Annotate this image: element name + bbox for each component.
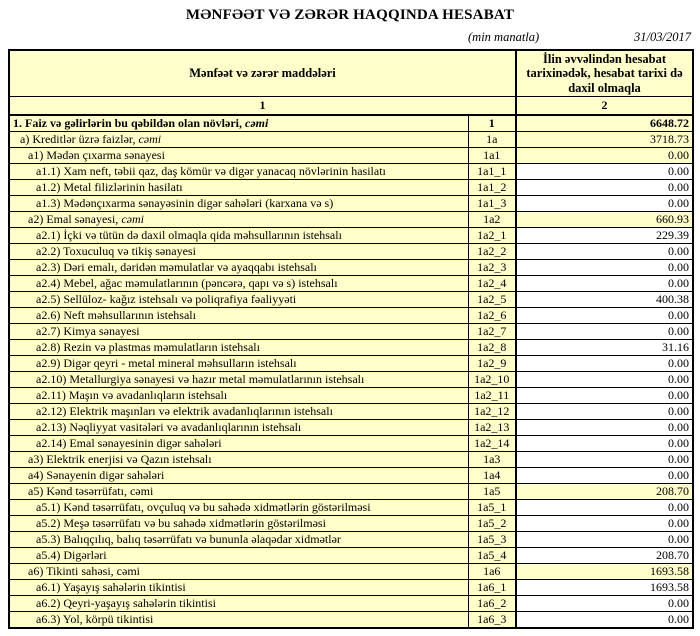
row-label: a2) Emal sənayesi, cəmi bbox=[9, 212, 468, 228]
table-row bbox=[9, 420, 693, 436]
row-code: 1a2_7 bbox=[468, 324, 516, 340]
row-value: 400.38 bbox=[516, 292, 693, 308]
row-value: 0.00 bbox=[516, 244, 693, 260]
row-value: 0.00 bbox=[516, 356, 693, 372]
row-code: 1a5 bbox=[468, 484, 516, 500]
table-header-row bbox=[9, 50, 693, 97]
table-row bbox=[9, 132, 693, 148]
row-value: 0.00 bbox=[516, 372, 693, 388]
row-code: 1a bbox=[468, 132, 516, 148]
row-value: 208.70 bbox=[516, 548, 693, 564]
table-row bbox=[9, 228, 693, 244]
row-value: 1693.58 bbox=[516, 564, 693, 580]
row-code: 1a2_13 bbox=[468, 420, 516, 436]
row-label: a6.2) Qeyri-yaşayış sahələrin tikintisi bbox=[9, 596, 468, 612]
table-row bbox=[9, 388, 693, 404]
col-number-2: 2 bbox=[516, 97, 693, 116]
row-label: a6) Tikinti sahəsi, cəmi bbox=[9, 564, 468, 580]
row-code: 1a2_10 bbox=[468, 372, 516, 388]
row-value: 0.00 bbox=[516, 404, 693, 420]
col-header-period: İlin əvvəlindən hesabat tarixinədək, hesabat tarixi də daxil olmaqla bbox=[516, 50, 693, 97]
row-code: 1a6_3 bbox=[468, 612, 516, 629]
row-value: 660.93 bbox=[516, 212, 693, 228]
row-value: 0.00 bbox=[516, 164, 693, 180]
table-row bbox=[9, 452, 693, 468]
row-code: 1a2_14 bbox=[468, 436, 516, 452]
table-row bbox=[9, 356, 693, 372]
unit-note: (min manatla) bbox=[468, 30, 540, 44]
row-value: 0.00 bbox=[516, 596, 693, 612]
table-row bbox=[9, 180, 693, 196]
row-code: 1a2_3 bbox=[468, 260, 516, 276]
row-label: a1.3) Mədənçıxarma sənayəsinin digər sahələri (karxana və s) bbox=[9, 196, 468, 212]
row-label: a5) Kənd təsərrüfatı, cəmi bbox=[9, 484, 468, 500]
table-row bbox=[9, 532, 693, 548]
table-row bbox=[9, 372, 693, 388]
row-code: 1a6_2 bbox=[468, 596, 516, 612]
row-code: 1a5_4 bbox=[468, 548, 516, 564]
row-code: 1a5_1 bbox=[468, 500, 516, 516]
col-number-1: 1 bbox=[9, 97, 516, 116]
row-label: a3) Elektrik enerjisi və Qazın istehsalı bbox=[9, 452, 468, 468]
profit-loss-table bbox=[8, 49, 694, 629]
row-label: a2.2) Toxuculuq və tikiş sənayesi bbox=[9, 244, 468, 260]
row-label: a1.1) Xam neft, təbii qaz, daş kömür və digər yanacaq növlərinin hasilatı bbox=[9, 164, 468, 180]
table-row bbox=[9, 260, 693, 276]
row-label: a6.1) Yaşayış sahələrin tikintisi bbox=[9, 580, 468, 596]
row-code: 1a2_2 bbox=[468, 244, 516, 260]
row-code: 1a6 bbox=[468, 564, 516, 580]
row-code: 1a5_3 bbox=[468, 532, 516, 548]
table-row bbox=[9, 404, 693, 420]
row-label: a1) Mədən çıxarma sənayesi bbox=[9, 148, 468, 164]
row-label: a) Kreditlər üzrə faizlər, cəmi bbox=[9, 132, 468, 148]
table-row bbox=[9, 148, 693, 164]
report-title: MƏNFƏƏT VƏ ZƏRƏR HAQQINDA HESABAT bbox=[185, 7, 515, 23]
row-label: a2.8) Rezin və plastmas məmulatların istehsalı bbox=[9, 340, 468, 356]
row-value: 0.00 bbox=[516, 452, 693, 468]
table-body bbox=[9, 50, 693, 628]
table-row bbox=[9, 324, 693, 340]
row-code: 1 bbox=[468, 115, 516, 132]
row-code: 1a2_4 bbox=[468, 276, 516, 292]
table-row bbox=[9, 436, 693, 452]
row-label: a2.7) Kimya sənayesi bbox=[9, 324, 468, 340]
row-value: 0.00 bbox=[516, 148, 693, 164]
row-label: a1.2) Metal filizlərinin hasilatı bbox=[9, 180, 468, 196]
table-row bbox=[9, 484, 693, 500]
row-label: a2.12) Elektrik maşınları və elektrik avadanlıqlarının istehsalı bbox=[9, 404, 468, 420]
table-row bbox=[9, 164, 693, 180]
row-value: 208.70 bbox=[516, 484, 693, 500]
row-value: 0.00 bbox=[516, 180, 693, 196]
table-row bbox=[9, 292, 693, 308]
row-code: 1a2_12 bbox=[468, 404, 516, 420]
row-label: a2.3) Dəri emalı, dəridən məmulatlar və ayaqqabı istehsalı bbox=[9, 260, 468, 276]
row-value: 229.39 bbox=[516, 228, 693, 244]
row-value: 0.00 bbox=[516, 276, 693, 292]
row-label: a5.4) Digərləri bbox=[9, 548, 468, 564]
row-code: 1a1_3 bbox=[468, 196, 516, 212]
table-row bbox=[9, 276, 693, 292]
row-label: a5.3) Balıqçılıq, balıq təsərrüfatı və bununla əlaqədar xidmətlər bbox=[9, 532, 468, 548]
column-number-row bbox=[9, 97, 693, 116]
row-code: 1a2_5 bbox=[468, 292, 516, 308]
report-date: 31/03/2017 bbox=[634, 30, 691, 44]
table-row bbox=[9, 244, 693, 260]
table-row bbox=[9, 500, 693, 516]
row-label: a5.1) Kənd təsərrüfatı, ovçuluq və bu sahədə xidmətlərin göstərilməsi bbox=[9, 500, 468, 516]
row-code: 1a2_11 bbox=[468, 388, 516, 404]
row-value: 0.00 bbox=[516, 532, 693, 548]
row-code: 1a2 bbox=[468, 212, 516, 228]
row-code: 1a1_1 bbox=[468, 164, 516, 180]
row-value: 0.00 bbox=[516, 420, 693, 436]
row-label: a2.6) Neft məhsullarının istehsalı bbox=[9, 308, 468, 324]
row-label: a2.14) Emal sənayesinin digər sahələri bbox=[9, 436, 468, 452]
row-code: 1a6_1 bbox=[468, 580, 516, 596]
row-value: 0.00 bbox=[516, 516, 693, 532]
table-row bbox=[9, 580, 693, 596]
row-value: 0.00 bbox=[516, 468, 693, 484]
row-code: 1a2_8 bbox=[468, 340, 516, 356]
row-value: 0.00 bbox=[516, 612, 693, 629]
row-code: 1a3 bbox=[468, 452, 516, 468]
row-code: 1a2_6 bbox=[468, 308, 516, 324]
row-value: 0.00 bbox=[516, 436, 693, 452]
report-subline bbox=[0, 30, 700, 45]
table-row bbox=[9, 212, 693, 228]
row-label: 1. Faiz və gəlirlərin bu qəbildən olan növləri, cəmi bbox=[9, 115, 468, 132]
row-label: a2.4) Mebel, ağac məmulatlarının (pəncərə, qapı və s) istehsalı bbox=[9, 276, 468, 292]
row-label: a2.10) Metallurgiya sənayesi və hazır metal məmulatlarının istehsalı bbox=[9, 372, 468, 388]
row-value: 0.00 bbox=[516, 324, 693, 340]
row-value: 31.16 bbox=[516, 340, 693, 356]
row-label: a2.5) Sellüloz- kağız istehsalı və poliqrafiya fəaliyyəti bbox=[9, 292, 468, 308]
row-label: a2.11) Maşın və avadanlıqların istehsalı bbox=[9, 388, 468, 404]
row-label: a4) Sənayenin digər sahələri bbox=[9, 468, 468, 484]
row-value: 0.00 bbox=[516, 388, 693, 404]
row-label: a2.13) Nəqliyyat vasitələri və avadanlıqlarının istehsalı bbox=[9, 420, 468, 436]
table-row bbox=[9, 516, 693, 532]
row-code: 1a2_1 bbox=[468, 228, 516, 244]
table-row bbox=[9, 115, 693, 132]
row-label: a2.1) İçki və tütün də daxil olmaqla qida məhsullarının istehsalı bbox=[9, 228, 468, 244]
row-value: 0.00 bbox=[516, 196, 693, 212]
row-value: 6648.72 bbox=[516, 115, 693, 132]
row-label: a5.2) Meşə təsərrüfatı və bu sahədə xidmətlərin göstərilməsi bbox=[9, 516, 468, 532]
row-value: 3718.73 bbox=[516, 132, 693, 148]
row-code: 1a2_9 bbox=[468, 356, 516, 372]
table-row bbox=[9, 308, 693, 324]
row-label: a2.9) Digər qeyri - metal mineral məhsulların istehsalı bbox=[9, 356, 468, 372]
col-header-items: Mənfəət və zərər maddələri bbox=[9, 50, 516, 97]
row-value: 0.00 bbox=[516, 500, 693, 516]
row-code: 1a5_2 bbox=[468, 516, 516, 532]
row-code: 1a4 bbox=[468, 468, 516, 484]
row-value: 0.00 bbox=[516, 260, 693, 276]
table-row bbox=[9, 596, 693, 612]
row-label: a6.3) Yol, körpü tikintisi bbox=[9, 612, 468, 629]
table-row bbox=[9, 468, 693, 484]
row-code: 1a1 bbox=[468, 148, 516, 164]
table-row bbox=[9, 612, 693, 629]
table-row bbox=[9, 340, 693, 356]
table-row bbox=[9, 548, 693, 564]
row-value: 0.00 bbox=[516, 308, 693, 324]
row-value: 1693.58 bbox=[516, 580, 693, 596]
row-code: 1a1_2 bbox=[468, 180, 516, 196]
table-row bbox=[9, 196, 693, 212]
table-row bbox=[9, 564, 693, 580]
